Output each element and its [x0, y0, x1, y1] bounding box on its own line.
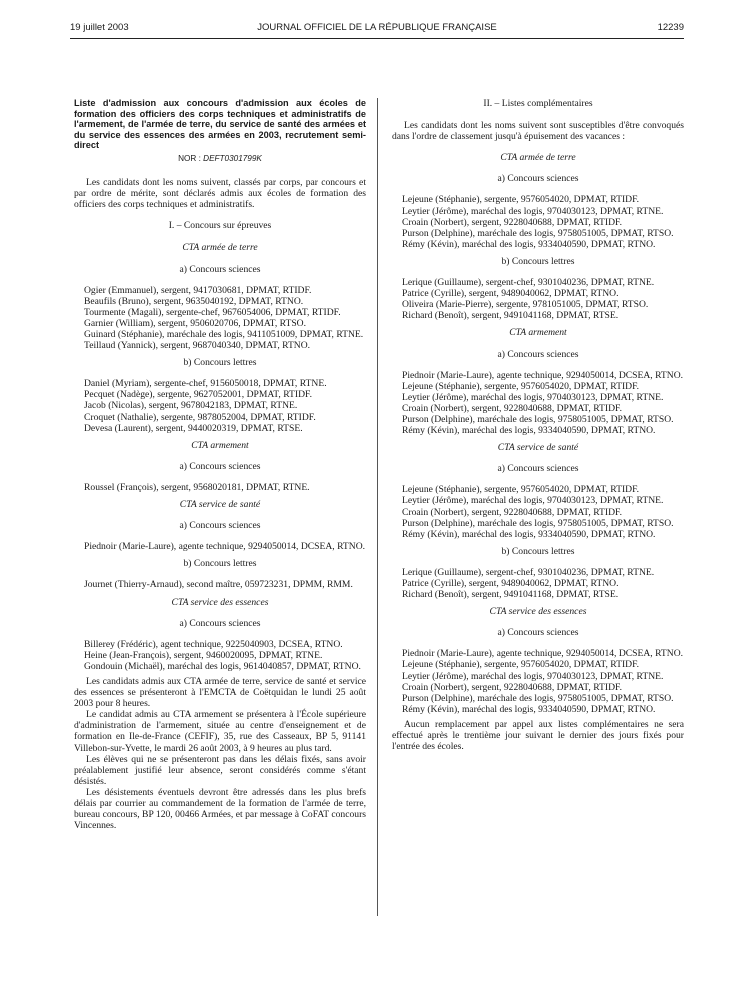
cta-heading: CTA service des essences: [489, 606, 587, 618]
column-divider: [377, 98, 378, 916]
candidate-entry: Ogier (Emmanuel), sergent, 9417030681, DPMAT, RTIDF.: [84, 284, 312, 296]
candidate-entry: Oliveira (Marie-Pierre), sergente, 9781051005, DPMAT, RTSO.: [402, 299, 649, 311]
candidate-entry: Lejeune (Stéphanie), sergente, 9576054020, DPMAT, RTIDF.: [402, 484, 640, 496]
candidate-entry: Leytier (Jérôme), maréchal des logis, 9704030123, DPMAT, RTNE.: [402, 391, 664, 403]
concours-subheading: a) Concours sciences: [497, 348, 579, 360]
candidate-entry: Rémy (Kévin), maréchal des logis, 9334040590, DPMAT, RTNO.: [402, 425, 656, 437]
candidate-list: [392, 648, 684, 715]
concours-subheading: a) Concours sciences: [179, 617, 261, 629]
candidate-entry: Croain (Norbert), sergent, 9228040688, DPMAT, RTIDF.: [402, 506, 622, 518]
candidate-entry: Purson (Delphine), maréchale des logis, 9758051005, DPMAT, RTSO.: [402, 692, 674, 704]
candidate-entry: Guinard (Stéphanie), maréchale des logis, 9411051009, DPMAT, RTNE.: [84, 329, 364, 340]
note-paragraph: Les désistements éventuels devront être adressés dans les plus brefs délais par courrier au commandement de la formation de l'armée de terre, bureau concours, BP 120, 00466 Armées, et par message à CoFAT concours Vincennes.: [74, 786, 366, 832]
candidate-entry: Tourmente (Magali), sergente-chef, 9676054006, DPMAT, RTIDF.: [84, 306, 341, 318]
candidate-entry: Leytier (Jérôme), maréchal des logis, 9704030123, DPMAT, RTNE.: [402, 670, 664, 682]
candidate-entry: Rémy (Kévin), maréchal des logis, 9334040590, DPMAT, RTNO.: [402, 703, 656, 715]
candidate-entry: Teillaud (Yannick), sergent, 9687040340, DPMAT, RTNO.: [84, 340, 311, 352]
candidate-entry: Pecquet (Nadège), sergente, 9627052001, DPMAT, RTIDF.: [84, 389, 312, 401]
nor-code: DEFT0301799K: [203, 153, 262, 163]
closing-note: Aucun remplacement par appel aux listes complémentaires ne sera effectué après le trentième jour suivant le dernier des jours fixés pour l'entrée des écoles.: [392, 718, 684, 753]
concours-subheading: a) Concours sciences: [497, 463, 579, 475]
candidate-list: [392, 370, 684, 437]
concours-subheading: a) Concours sciences: [497, 627, 579, 639]
right-intro: Les candidats dont les noms suivent sont susceptibles d'être convoqués dans l'ordre de classement jusqu'à épuisement des vacances :: [392, 120, 684, 143]
candidate-entry: Daniel (Myriam), sergente-chef, 9156050018, DPMAT, RTNE.: [84, 378, 327, 390]
section-title-epreuves: I. – Concours sur épreuves: [168, 220, 272, 232]
cta-heading: CTA service de santé: [497, 442, 579, 454]
concours-subheading: b) Concours lettres: [501, 255, 575, 267]
concours-subheading: b) Concours lettres: [183, 558, 257, 570]
candidate-list: [74, 579, 366, 590]
notes-block: [74, 676, 366, 831]
cta-heading: CTA service des essences: [171, 596, 269, 608]
candidate-entry: Lerique (Guillaume), sergent-chef, 9301040236, DPMAT, RTNE.: [402, 277, 655, 289]
header-page-number: 12239: [657, 22, 684, 33]
note-paragraph: Le candidat admis au CTA armement se présentera à l'École supérieure d'administration de l'armement, située au centre d'enseignement et de formation en Ile-de-France (CEFIF), 35, rue des Casseaux, BP 5, 91141 Villebon-sur-Yvette, le mardi 26 août 2003, à 9 heures au plus tard.: [74, 709, 366, 754]
candidate-entry: Heine (Jean-François), sergent, 9460020095, DPMAT, RTNE.: [84, 649, 323, 661]
candidate-entry: Rémy (Kévin), maréchal des logis, 9334040590, DPMAT, RTNO.: [402, 528, 656, 540]
cta-heading: CTA armement: [191, 439, 249, 451]
candidate-entry: Croain (Norbert), sergent, 9228040688, DPMAT, RTIDF.: [402, 216, 622, 228]
candidate-entry: Journet (Thierry-Arnaud), second maître, 059723231, DPMM, RMM.: [84, 579, 353, 591]
cta-heading: CTA armement: [509, 327, 567, 339]
page-header: [70, 22, 684, 36]
candidate-list: [74, 482, 366, 493]
candidate-list: [392, 277, 684, 321]
candidate-list: [74, 639, 366, 672]
section-title-complementaires: II. – Listes complémentaires: [483, 98, 593, 109]
candidate-entry: Jacob (Nicolas), sergent, 9678042183, DPMAT, RTNE.: [84, 400, 298, 412]
nor-label: NOR :: [178, 153, 201, 163]
candidate-entry: Lejeune (Stéphanie), sergente, 9576054020, DPMAT, RTIDF.: [402, 380, 640, 392]
candidate-entry: Purson (Delphine), maréchale des logis, 9758051005, DPMAT, RTSO.: [402, 413, 674, 425]
right-column: [392, 98, 684, 752]
cta-heading: CTA armée de terre: [182, 242, 258, 254]
candidate-entry: Lerique (Guillaume), sergent-chef, 9301040236, DPMAT, RTNE.: [402, 566, 655, 578]
candidate-entry: Lejeune (Stéphanie), sergente, 9576054020, DPMAT, RTIDF.: [402, 194, 640, 206]
candidate-entry: Leytier (Jérôme), maréchal des logis, 9704030123, DPMAT, RTNE.: [402, 495, 664, 507]
concours-subheading: b) Concours lettres: [183, 357, 257, 369]
candidate-list: [74, 541, 366, 552]
candidate-entry: Beaufils (Bruno), sergent, 9635040192, DPMAT, RTNO.: [84, 295, 304, 307]
candidate-list: [392, 484, 684, 539]
header-journal-title: JOURNAL OFFICIEL DE LA RÉPUBLIQUE FRANÇAISE: [257, 22, 497, 33]
cta-heading: CTA service de santé: [179, 499, 261, 511]
left-intro: Les candidats dont les noms suivent, classés par corps, par concours et par ordre de mérite, sont déclarés admis aux écoles de formation des officiers des corps techniques et administratifs.: [74, 177, 366, 211]
candidate-entry: Roussel (François), sergent, 9568020181, DPMAT, RTNE.: [84, 481, 310, 493]
candidate-entry: Croain (Norbert), sergent, 9228040688, DPMAT, RTIDF.: [402, 402, 622, 414]
candidate-entry: Piednoir (Marie-Laure), agente technique, 9294050014, DCSEA, RTNO.: [84, 541, 366, 553]
decree-title: Liste d'admission aux concours d'admission aux écoles de formation des officiers des corps techniques et administratifs de l'armement, de l'armée de terre, du service de santé des armées et du service des essences des armées en 2003, recrutement semi-direct: [74, 98, 366, 151]
left-column: [74, 98, 366, 831]
candidate-entry: Garnier (William), sergent, 9506020706, DPMAT, RTSO.: [84, 317, 306, 329]
concours-subheading: a) Concours sciences: [179, 520, 261, 532]
concours-subheading: a) Concours sciences: [179, 263, 261, 275]
candidate-entry: Purson (Delphine), maréchale des logis, 9758051005, DPMAT, RTSO.: [402, 227, 674, 239]
candidate-entry: Richard (Benoît), sergent, 9491041168, DPMAT, RTSE.: [402, 310, 619, 322]
candidate-entry: Devesa (Laurent), sergent, 9440020319, DPMAT, RTSE.: [84, 422, 303, 434]
header-rule: [70, 38, 684, 39]
candidate-list: [74, 285, 366, 352]
candidate-list: [74, 378, 366, 433]
candidate-entry: Piednoir (Marie-Laure), agente technique, 9294050014, DCSEA, RTNO.: [402, 369, 684, 381]
candidate-entry: Gondouin (Michaël), maréchal des logis, 9614040857, DPMAT, RTNO.: [84, 660, 361, 672]
concours-subheading: b) Concours lettres: [501, 545, 575, 557]
candidate-entry: Piednoir (Marie-Laure), agente technique, 9294050014, DCSEA, RTNO.: [402, 648, 684, 660]
cta-heading: CTA armée de terre: [500, 152, 576, 164]
candidate-entry: Leytier (Jérôme), maréchal des logis, 9704030123, DPMAT, RTNE.: [402, 205, 664, 217]
candidate-entry: Lejeune (Stéphanie), sergente, 9576054020, DPMAT, RTIDF.: [402, 659, 640, 671]
concours-subheading: a) Concours sciences: [179, 460, 261, 472]
concours-subheading: a) Concours sciences: [497, 173, 579, 185]
candidate-entry: Richard (Benoît), sergent, 9491041168, DPMAT, RTSE.: [402, 589, 619, 601]
candidate-entry: Croquet (Nathalie), sergente, 9878052004, DPMAT, RTIDF.: [84, 411, 316, 423]
candidate-entry: Rémy (Kévin), maréchal des logis, 9334040590, DPMAT, RTNO.: [402, 238, 656, 250]
candidate-list: [392, 194, 684, 249]
candidate-entry: Patrice (Cyrille), sergent, 9489040062, DPMAT, RTNO.: [402, 288, 619, 300]
note-paragraph: Les candidats admis aux CTA armée de terre, service de santé et service des essences se présenteront à l'EMCTA de Coëtquidan le lundi 25 août 2003 pour 8 heures.: [74, 675, 366, 710]
nor-reference: [74, 153, 366, 164]
candidate-entry: Croain (Norbert), sergent, 9228040688, DPMAT, RTIDF.: [402, 681, 622, 693]
candidate-entry: Billerey (Frédéric), agent technique, 9225040903, DCSEA, RTNO.: [84, 638, 343, 650]
candidate-entry: Patrice (Cyrille), sergent, 9489040062, DPMAT, RTNO.: [402, 578, 619, 589]
candidate-list: [392, 567, 684, 600]
header-date: 19 juillet 2003: [70, 22, 129, 33]
note-paragraph: Les élèves qui ne se présenteront pas dans les délais fixés, sans avoir préalablement justifié leur absence, seront considérés comme s'étant désistés.: [74, 753, 366, 787]
candidate-entry: Purson (Delphine), maréchale des logis, 9758051005, DPMAT, RTSO.: [402, 517, 674, 529]
